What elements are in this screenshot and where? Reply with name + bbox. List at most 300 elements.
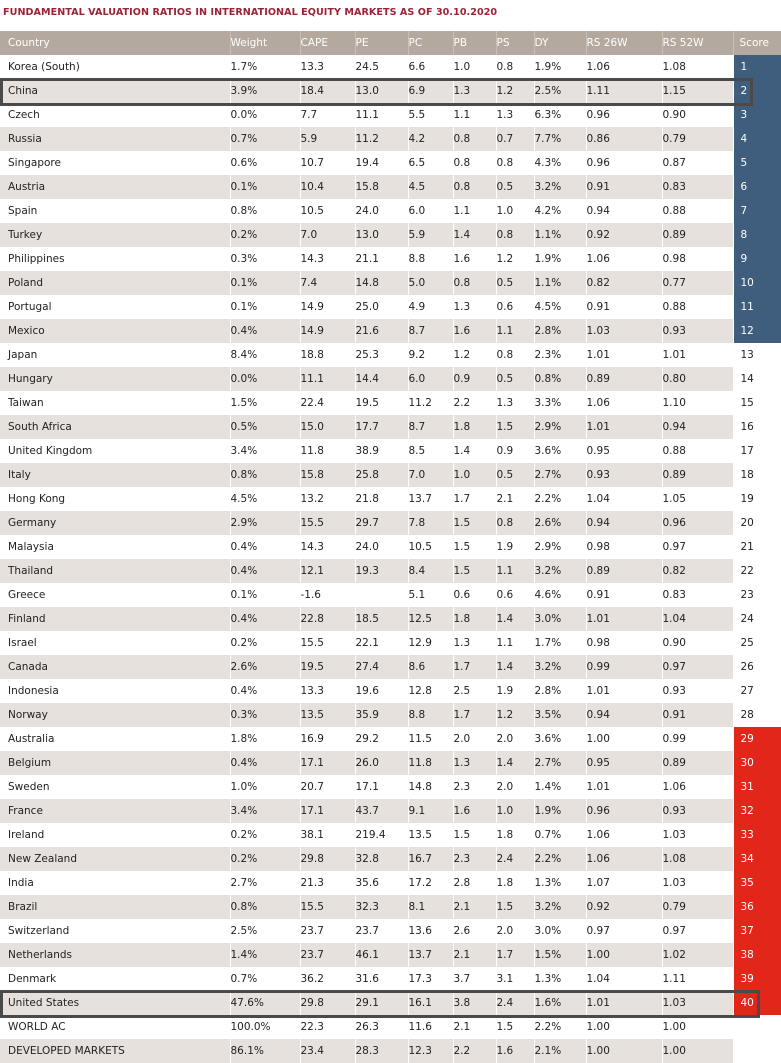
cell-cape: 15.0 (300, 415, 355, 439)
cell-dy: 1.9% (534, 55, 586, 79)
cell-rs52w: 0.91 (662, 703, 733, 727)
table-row (0, 967, 781, 991)
cell-rs52w: 0.83 (662, 583, 733, 607)
cell-pc: 13.6 (408, 919, 453, 943)
cell-country: Malaysia (0, 535, 230, 559)
cell-rs52w: 0.88 (662, 295, 733, 319)
cell-rs26w: 1.01 (586, 775, 662, 799)
cell-weight: 0.2% (230, 847, 300, 871)
cell-score: 17 (733, 439, 781, 463)
cell-pc: 9.2 (408, 343, 453, 367)
cell-cape: 18.4 (300, 79, 355, 103)
cell-pc: 12.3 (408, 1039, 453, 1063)
cell-country: Indonesia (0, 679, 230, 703)
cell-cape: 13.3 (300, 679, 355, 703)
cell-pb: 1.1 (453, 103, 496, 127)
cell-rs52w: 0.89 (662, 223, 733, 247)
table-row (0, 319, 781, 343)
cell-rs52w: 0.79 (662, 895, 733, 919)
cell-rs26w: 1.01 (586, 607, 662, 631)
table-row (0, 439, 781, 463)
cell-weight: 1.5% (230, 391, 300, 415)
cell-weight: 0.3% (230, 703, 300, 727)
cell-country: India (0, 871, 230, 895)
cell-cape: 10.7 (300, 151, 355, 175)
table-row (0, 199, 781, 223)
cell-rs52w: 0.99 (662, 727, 733, 751)
cell-pc: 5.5 (408, 103, 453, 127)
table-row (0, 703, 781, 727)
cell-pe: 35.6 (355, 871, 408, 895)
cell-rs26w: 1.06 (586, 823, 662, 847)
table-row (0, 583, 781, 607)
cell-ps: 0.9 (496, 439, 534, 463)
cell-rs52w: 0.93 (662, 319, 733, 343)
cell-dy: 1.7% (534, 631, 586, 655)
table-row (0, 127, 781, 151)
cell-country: Spain (0, 199, 230, 223)
cell-country: France (0, 799, 230, 823)
cell-rs26w: 1.03 (586, 319, 662, 343)
cell-dy: 1.3% (534, 871, 586, 895)
cell-ps: 0.5 (496, 463, 534, 487)
cell-country: Denmark (0, 967, 230, 991)
cell-cape: 16.9 (300, 727, 355, 751)
cell-rs52w: 1.11 (662, 967, 733, 991)
cell-pe: 29.7 (355, 511, 408, 535)
cell-ps: 1.2 (496, 703, 534, 727)
cell-dy: 3.5% (534, 703, 586, 727)
cell-pc: 12.9 (408, 631, 453, 655)
cell-pc: 8.8 (408, 247, 453, 271)
cell-dy: 3.6% (534, 439, 586, 463)
cell-rs26w: 0.91 (586, 175, 662, 199)
table-row (0, 991, 781, 1015)
cell-dy: 3.0% (534, 919, 586, 943)
cell-country: WORLD AC (0, 1015, 230, 1039)
cell-country: Australia (0, 727, 230, 751)
cell-pe: 15.8 (355, 175, 408, 199)
cell-country: Ireland (0, 823, 230, 847)
cell-rs52w: 1.02 (662, 943, 733, 967)
cell-ps: 2.0 (496, 919, 534, 943)
cell-ps: 0.5 (496, 175, 534, 199)
cell-rs26w: 0.89 (586, 367, 662, 391)
cell-rs52w: 0.80 (662, 367, 733, 391)
cell-cape: 19.5 (300, 655, 355, 679)
cell-pb: 0.6 (453, 583, 496, 607)
cell-cape: 13.5 (300, 703, 355, 727)
cell-cape: 11.8 (300, 439, 355, 463)
cell-pe: 14.8 (355, 271, 408, 295)
cell-dy: 2.2% (534, 487, 586, 511)
cell-dy: 2.6% (534, 511, 586, 535)
cell-pb: 2.2 (453, 1039, 496, 1063)
cell-weight: 1.4% (230, 943, 300, 967)
cell-score: 25 (733, 631, 781, 655)
cell-pb: 1.5 (453, 535, 496, 559)
cell-score: 27 (733, 679, 781, 703)
cell-dy: 2.2% (534, 847, 586, 871)
cell-dy: 3.2% (534, 655, 586, 679)
cell-country: Finland (0, 607, 230, 631)
cell-country: Netherlands (0, 943, 230, 967)
cell-dy: 2.9% (534, 415, 586, 439)
cell-rs52w: 1.03 (662, 991, 733, 1015)
cell-ps: 2.0 (496, 727, 534, 751)
table-row (0, 463, 781, 487)
col-header-dy: DY (534, 31, 586, 55)
cell-cape: 15.5 (300, 631, 355, 655)
cell-rs52w: 1.00 (662, 1015, 733, 1039)
cell-ps: 1.9 (496, 679, 534, 703)
cell-rs26w: 1.00 (586, 727, 662, 751)
cell-rs52w: 1.08 (662, 55, 733, 79)
cell-cape: 20.7 (300, 775, 355, 799)
cell-country: United States (0, 991, 230, 1015)
cell-ps: 1.4 (496, 607, 534, 631)
table-row (0, 151, 781, 175)
cell-pe: 24.0 (355, 199, 408, 223)
cell-pb: 0.9 (453, 367, 496, 391)
cell-rs52w: 0.89 (662, 463, 733, 487)
cell-pe: 32.3 (355, 895, 408, 919)
cell-pe: 28.3 (355, 1039, 408, 1063)
cell-ps: 1.2 (496, 79, 534, 103)
table-row (0, 871, 781, 895)
cell-pc: 5.1 (408, 583, 453, 607)
cell-score: 23 (733, 583, 781, 607)
cell-weight: 0.0% (230, 367, 300, 391)
cell-rs52w: 0.94 (662, 415, 733, 439)
cell-pc: 8.1 (408, 895, 453, 919)
cell-score: 15 (733, 391, 781, 415)
cell-cape: 21.3 (300, 871, 355, 895)
cell-dy: 1.4% (534, 775, 586, 799)
cell-ps: 1.3 (496, 391, 534, 415)
cell-pc: 4.5 (408, 175, 453, 199)
cell-weight: 0.1% (230, 295, 300, 319)
cell-rs26w: 1.06 (586, 847, 662, 871)
cell-rs26w: 1.04 (586, 967, 662, 991)
cell-weight: 8.4% (230, 343, 300, 367)
cell-cape: 15.8 (300, 463, 355, 487)
col-header-pc: PC (408, 31, 453, 55)
cell-pc: 17.3 (408, 967, 453, 991)
cell-pb: 1.5 (453, 559, 496, 583)
cell-weight: 86.1% (230, 1039, 300, 1063)
cell-ps: 1.6 (496, 1039, 534, 1063)
cell-pb: 1.8 (453, 415, 496, 439)
cell-dy: 2.2% (534, 1015, 586, 1039)
cell-pb: 1.6 (453, 247, 496, 271)
cell-pe: 25.0 (355, 295, 408, 319)
cell-pb: 2.1 (453, 943, 496, 967)
cell-country: Norway (0, 703, 230, 727)
cell-ps: 0.5 (496, 367, 534, 391)
cell-rs26w: 1.01 (586, 679, 662, 703)
cell-score: 24 (733, 607, 781, 631)
table-row (0, 247, 781, 271)
cell-score: 35 (733, 871, 781, 895)
cell-pb: 2.1 (453, 895, 496, 919)
cell-rs26w: 0.98 (586, 535, 662, 559)
cell-score: 30 (733, 751, 781, 775)
cell-ps: 1.2 (496, 247, 534, 271)
cell-pb: 2.0 (453, 727, 496, 751)
cell-dy: 3.2% (534, 175, 586, 199)
cell-pc: 8.7 (408, 415, 453, 439)
cell-rs26w: 0.95 (586, 439, 662, 463)
cell-dy: 3.2% (534, 895, 586, 919)
cell-cape: 36.2 (300, 967, 355, 991)
table-row (0, 631, 781, 655)
cell-dy: 3.2% (534, 559, 586, 583)
cell-ps: 0.8 (496, 223, 534, 247)
cell-pb: 1.4 (453, 223, 496, 247)
table-row (0, 535, 781, 559)
cell-pb: 1.0 (453, 55, 496, 79)
cell-rs52w: 0.88 (662, 439, 733, 463)
table-title: FUNDAMENTAL VALUATION RATIOS IN INTERNATIONAL EQUITY MARKETS AS OF 30.10.2020 (3, 7, 498, 18)
cell-dy: 4.2% (534, 199, 586, 223)
cell-pe: 35.9 (355, 703, 408, 727)
cell-rs52w: 1.05 (662, 487, 733, 511)
cell-pc: 11.6 (408, 1015, 453, 1039)
table-row (0, 223, 781, 247)
cell-rs52w: 0.89 (662, 751, 733, 775)
cell-score: 33 (733, 823, 781, 847)
cell-dy: 2.8% (534, 679, 586, 703)
cell-country: New Zealand (0, 847, 230, 871)
cell-pe: 46.1 (355, 943, 408, 967)
cell-pe: 31.6 (355, 967, 408, 991)
cell-score: 14 (733, 367, 781, 391)
cell-country: Austria (0, 175, 230, 199)
cell-rs52w: 1.03 (662, 823, 733, 847)
cell-score: 40 (733, 991, 781, 1015)
cell-rs52w: 1.10 (662, 391, 733, 415)
cell-pb: 0.8 (453, 127, 496, 151)
cell-pe: 11.2 (355, 127, 408, 151)
cell-pe: 38.9 (355, 439, 408, 463)
cell-ps: 1.3 (496, 103, 534, 127)
cell-rs26w: 1.00 (586, 1015, 662, 1039)
cell-score: 29 (733, 727, 781, 751)
cell-score: 9 (733, 247, 781, 271)
cell-ps: 0.8 (496, 151, 534, 175)
cell-rs52w: 1.01 (662, 343, 733, 367)
cell-pe: 19.3 (355, 559, 408, 583)
table-row (0, 1015, 781, 1039)
cell-weight: 47.6% (230, 991, 300, 1015)
cell-rs26w: 0.92 (586, 223, 662, 247)
cell-pc: 8.8 (408, 703, 453, 727)
cell-cape: 22.3 (300, 1015, 355, 1039)
cell-dy: 1.6% (534, 991, 586, 1015)
cell-weight: 1.0% (230, 775, 300, 799)
table-row (0, 487, 781, 511)
cell-rs52w: 0.87 (662, 151, 733, 175)
cell-pb: 2.5 (453, 679, 496, 703)
table-body (0, 55, 781, 1063)
cell-rs52w: 0.93 (662, 679, 733, 703)
cell-country: Turkey (0, 223, 230, 247)
cell-ps: 0.6 (496, 295, 534, 319)
cell-weight: 3.9% (230, 79, 300, 103)
cell-weight: 0.6% (230, 151, 300, 175)
cell-ps: 1.5 (496, 895, 534, 919)
cell-rs26w: 1.01 (586, 991, 662, 1015)
col-header-rs26w: RS 26W (586, 31, 662, 55)
cell-pe: 17.7 (355, 415, 408, 439)
cell-cape: 13.3 (300, 55, 355, 79)
cell-pc: 11.5 (408, 727, 453, 751)
cell-score: 16 (733, 415, 781, 439)
cell-dy: 7.7% (534, 127, 586, 151)
table-row (0, 607, 781, 631)
cell-rs52w: 0.90 (662, 103, 733, 127)
cell-weight: 0.4% (230, 679, 300, 703)
cell-rs26w: 0.98 (586, 631, 662, 655)
cell-weight: 4.5% (230, 487, 300, 511)
table-row (0, 367, 781, 391)
cell-dy: 4.3% (534, 151, 586, 175)
cell-score: 38 (733, 943, 781, 967)
cell-pe: 32.8 (355, 847, 408, 871)
cell-pc: 17.2 (408, 871, 453, 895)
cell-dy: 2.5% (534, 79, 586, 103)
cell-weight: 0.8% (230, 199, 300, 223)
cell-pe: 21.1 (355, 247, 408, 271)
cell-dy: 1.1% (534, 223, 586, 247)
cell-pc: 5.0 (408, 271, 453, 295)
cell-country: Singapore (0, 151, 230, 175)
cell-weight: 2.6% (230, 655, 300, 679)
cell-dy: 1.1% (534, 271, 586, 295)
cell-ps: 1.0 (496, 799, 534, 823)
cell-ps: 0.8 (496, 55, 534, 79)
cell-pe: 24.5 (355, 55, 408, 79)
cell-dy: 1.9% (534, 247, 586, 271)
cell-pe: 29.2 (355, 727, 408, 751)
cell-rs52w: 0.97 (662, 535, 733, 559)
table-row (0, 55, 781, 79)
cell-weight: 2.7% (230, 871, 300, 895)
cell-pc: 11.8 (408, 751, 453, 775)
cell-country: Italy (0, 463, 230, 487)
cell-dy: 2.9% (534, 535, 586, 559)
cell-rs26w: 0.94 (586, 703, 662, 727)
cell-pb: 3.8 (453, 991, 496, 1015)
cell-weight: 2.5% (230, 919, 300, 943)
cell-score (733, 1015, 781, 1039)
cell-weight: 0.1% (230, 271, 300, 295)
cell-dy: 4.6% (534, 583, 586, 607)
cell-score: 13 (733, 343, 781, 367)
cell-rs26w: 1.06 (586, 247, 662, 271)
cell-ps: 3.1 (496, 967, 534, 991)
cell-rs52w: 0.79 (662, 127, 733, 151)
col-header-country: Country (0, 31, 230, 55)
cell-pb: 1.7 (453, 487, 496, 511)
cell-weight: 0.0% (230, 103, 300, 127)
cell-weight: 0.2% (230, 823, 300, 847)
cell-pb: 2.8 (453, 871, 496, 895)
cell-score: 5 (733, 151, 781, 175)
cell-cape: 14.9 (300, 295, 355, 319)
cell-country: Russia (0, 127, 230, 151)
cell-score: 1 (733, 55, 781, 79)
cell-country: Switzerland (0, 919, 230, 943)
cell-pb: 2.2 (453, 391, 496, 415)
cell-cape: 23.7 (300, 919, 355, 943)
cell-rs52w: 1.00 (662, 1039, 733, 1063)
cell-weight: 0.5% (230, 415, 300, 439)
cell-rs52w: 1.03 (662, 871, 733, 895)
cell-pc: 13.5 (408, 823, 453, 847)
cell-rs52w: 0.82 (662, 559, 733, 583)
cell-cape: 17.1 (300, 751, 355, 775)
cell-pe: 26.0 (355, 751, 408, 775)
cell-ps: 2.0 (496, 775, 534, 799)
cell-cape: 10.4 (300, 175, 355, 199)
cell-country: Taiwan (0, 391, 230, 415)
cell-pb: 2.3 (453, 847, 496, 871)
cell-weight: 100.0% (230, 1015, 300, 1039)
cell-pc: 6.0 (408, 367, 453, 391)
col-header-score: Score (733, 31, 781, 55)
cell-ps: 0.7 (496, 127, 534, 151)
cell-pc: 7.0 (408, 463, 453, 487)
cell-pb: 1.6 (453, 799, 496, 823)
table-row (0, 727, 781, 751)
cell-ps: 1.1 (496, 319, 534, 343)
cell-cape: 15.5 (300, 511, 355, 535)
table-row (0, 103, 781, 127)
cell-dy: 3.0% (534, 607, 586, 631)
cell-pb: 1.4 (453, 439, 496, 463)
cell-pb: 2.6 (453, 919, 496, 943)
cell-rs26w: 0.86 (586, 127, 662, 151)
cell-rs26w: 0.99 (586, 655, 662, 679)
cell-pb: 1.3 (453, 751, 496, 775)
cell-country: Israel (0, 631, 230, 655)
cell-rs26w: 0.95 (586, 751, 662, 775)
cell-pe: 19.6 (355, 679, 408, 703)
cell-pb: 1.3 (453, 631, 496, 655)
cell-score: 36 (733, 895, 781, 919)
cell-ps: 1.5 (496, 415, 534, 439)
cell-cape: 11.1 (300, 367, 355, 391)
cell-score: 37 (733, 919, 781, 943)
col-header-ps: PS (496, 31, 534, 55)
cell-ps: 2.4 (496, 991, 534, 1015)
cell-country: Canada (0, 655, 230, 679)
cell-cape: 13.2 (300, 487, 355, 511)
cell-score: 20 (733, 511, 781, 535)
cell-cape: 7.0 (300, 223, 355, 247)
cell-pb: 0.8 (453, 151, 496, 175)
table-row (0, 175, 781, 199)
cell-pe: 26.3 (355, 1015, 408, 1039)
col-header-cape: CAPE (300, 31, 355, 55)
cell-rs26w: 0.93 (586, 463, 662, 487)
cell-rs52w: 1.15 (662, 79, 733, 103)
cell-pb: 1.3 (453, 79, 496, 103)
cell-score: 32 (733, 799, 781, 823)
cell-country: Japan (0, 343, 230, 367)
